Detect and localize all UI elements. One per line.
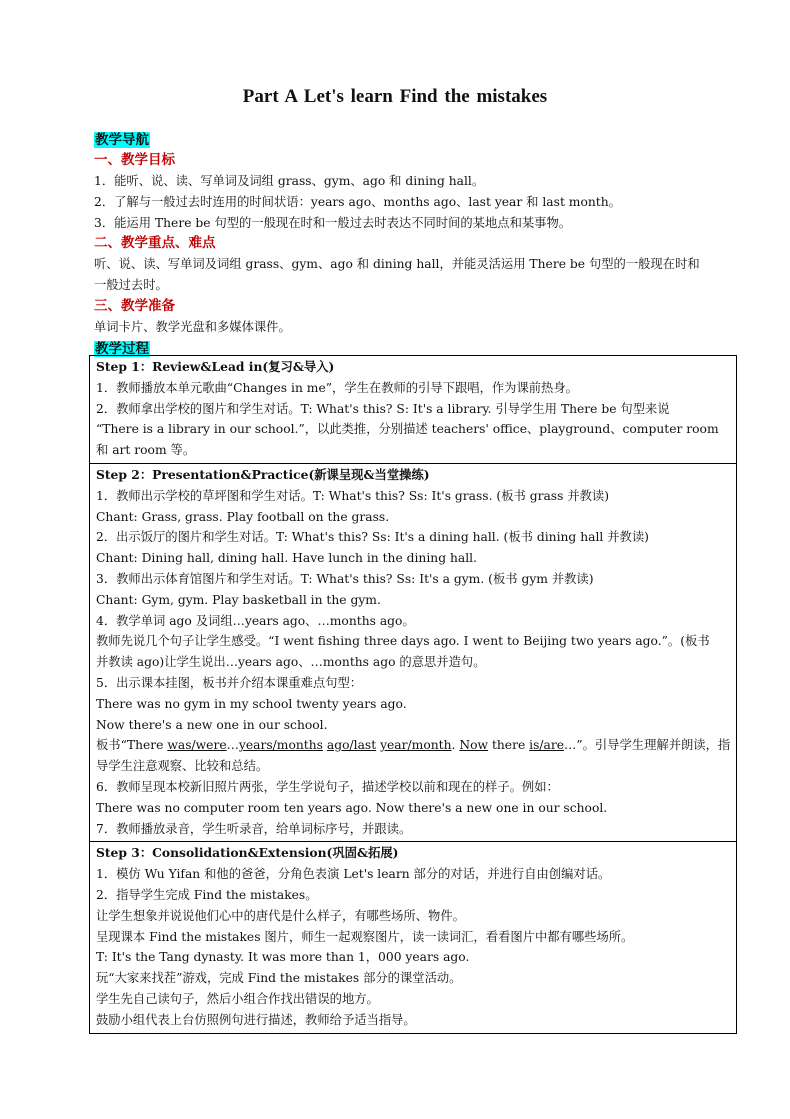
- step2-line: 4．教学单词 ago 及词组…years ago、…months ago。: [96, 613, 415, 628]
- step2-cell: [90, 463, 737, 841]
- board-suffix: …”。引导学生理解并朗读，指: [564, 738, 731, 753]
- step1-line: “There is a library in our school.”，以此类推，分别描述 teachers' office、playground、computer room: [96, 422, 719, 437]
- process-table: [89, 355, 737, 1034]
- step2-line: 5．出示课本挂图，板书并介绍本课重难点句型：: [96, 675, 363, 690]
- guide-label: 教学导航: [95, 132, 149, 148]
- step2-line: Chant: Dining hall, dining hall. Have lunch in the dining hall.: [96, 551, 478, 566]
- step1-cell: [90, 356, 737, 464]
- step2-line: 导学生注意观察、比较和总结。: [96, 759, 269, 774]
- objective-item: 3．能运用 There be 句型的一般现在时和一般过去时表达不同时间的某地点和某事物。: [94, 215, 572, 230]
- underlined-term: ago/last: [326, 738, 377, 753]
- step2-line: 并教读 ago)让学生说出…years ago、…months ago 的意思并造句。: [96, 655, 486, 670]
- key-points-heading: 二、教学重点、难点: [94, 235, 216, 252]
- objective-item: 1．能听、说、读、写单词及词组 grass、gym、ago 和 dining hall。: [94, 174, 485, 188]
- step2-line: 3．教师出示体育馆图片和学生对话。T: What's this? Ss: It's a gym. (板书 gym 并教读): [96, 571, 594, 586]
- objective-item: 2．了解与一般过去时连用的时间状语：years ago、months ago、last year 和 last month。: [94, 194, 621, 209]
- process-label: 教学过程: [95, 340, 149, 357]
- objectives-heading: 一、教学目标: [94, 152, 175, 168]
- step1-heading: Step 1：Review&Lead in(复习&导入): [96, 359, 335, 374]
- step1-line: 2．教师拿出学校的图片和学生对话。T: What's this? S: It's a library. 引导学生用 There be 句型来说: [96, 401, 670, 416]
- step2-line: 1．教师出示学校的草坪图和学生对话。T: What's this? Ss: It's grass. (板书 grass 并教读): [96, 488, 610, 503]
- preparation-heading: 三、教学准备: [94, 297, 175, 314]
- underlined-term: was/were: [167, 738, 227, 753]
- step3-line: 呈现课本 Find the mistakes 图片，师生一起观察图片，读一读词汇，看看图片中都有哪些场所。: [96, 929, 634, 944]
- step1-line: 1．教师播放本单元歌曲“Changes in me”，学生在教师的引导下跟唱，作为课前热身。: [96, 380, 578, 395]
- board-sep: .: [451, 738, 460, 753]
- step3-line: T: It's the Tang dynasty. It was more than 1，000 years ago.: [96, 950, 470, 965]
- underlined-term: years/months: [238, 738, 323, 753]
- step2-line: Chant: Grass, grass. Play football on the grass.: [96, 509, 390, 524]
- step2-line: 教师先说几个句子让学生感受。“I went fishing three days ago. I went to Beijing two years ago.”。(板书: [96, 634, 710, 649]
- underlined-term: is/are: [529, 738, 565, 753]
- guide-section: [94, 129, 704, 359]
- underlined-term: Now: [459, 738, 489, 753]
- board-sep: there: [488, 738, 530, 753]
- step1-line: 和 art room 等。: [96, 443, 196, 458]
- step2-line: There was no computer room ten years ago. Now there's a new one in our school.: [96, 800, 608, 815]
- step3-line: 鼓励小组代表上台仿照例句进行描述，教师给予适当指导。: [96, 1012, 416, 1027]
- step2-heading: Step 2：Presentation&Practice(新课呈现&当堂操练): [96, 466, 430, 482]
- board-prefix: 板书“There: [96, 738, 168, 753]
- step2-line: 2．出示饭厅的图片和学生对话。T: What's this? Ss: It's a dining hall. (板书 dining hall 并教读): [96, 530, 649, 545]
- page-title: Part A Let's learn Find the mistakes: [242, 86, 548, 107]
- step2-line: 6．教师呈现本校新旧照片两张，学生学说句子，描述学校以前和现在的样子。例如：: [96, 779, 559, 794]
- step3-line: 2．指导学生完成 Find the mistakes。: [96, 887, 318, 902]
- step2-line: Now there's a new one in our school.: [96, 717, 328, 732]
- preparation-text: 单词卡片、教学光盘和多媒体课件。: [94, 319, 291, 334]
- step2-line: Chant: Gym, gym. Play basketball in the gym.: [96, 592, 381, 607]
- board-sep: …: [226, 738, 239, 753]
- board-sentence-line: [96, 735, 730, 756]
- step3-line: 学生先自己读句子，然后小组合作找出错误的地方。: [96, 991, 379, 1006]
- step3-heading: Step 3：Consolidation&Extension(巩固&拓展): [96, 845, 399, 861]
- step3-cell: [90, 842, 737, 1033]
- step3-line: 玩“大家来找茬”游戏，完成 Find the mistakes 部分的课堂活动。: [96, 971, 462, 986]
- step3-line: 1．模仿 Wu Yifan 和他的爸爸，分角色表演 Let's learn 部分的对话，并进行自由创编对话。: [96, 867, 611, 882]
- step2-line: 7．教师播放录音，学生听录音，给单词标序号，并跟读。: [96, 821, 412, 836]
- step3-line: 让学生想象并说说他们心中的唐代是什么样子，有哪些场所、物件。: [96, 908, 465, 923]
- key-points-text: 听、说、读、写单词及词组 grass、gym、ago 和 dining hall，并能灵活运用 There be 句型的一般现在时和一般过去时。: [94, 257, 700, 293]
- step2-line: There was no gym in my school twenty years ago.: [96, 696, 407, 711]
- underlined-term: year/month: [380, 738, 452, 753]
